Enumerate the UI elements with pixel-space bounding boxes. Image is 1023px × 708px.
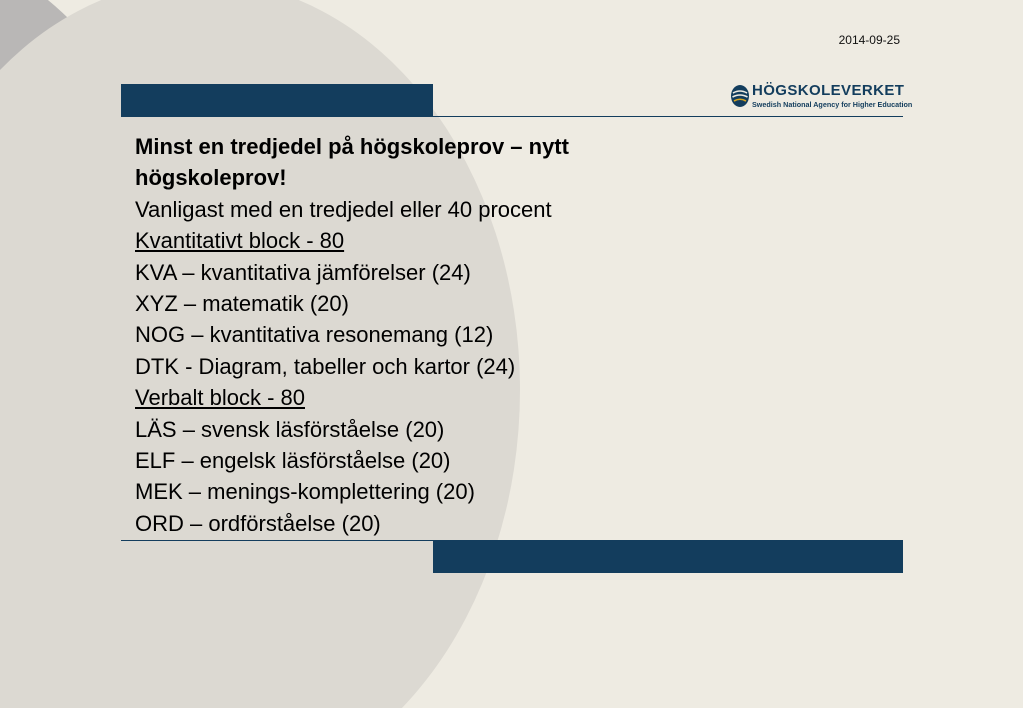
verbal-item: LÄS – svensk läsförståelse (20) xyxy=(135,416,445,442)
slide-title: Minst en tredjedel på högskoleprov – nytt högskoleprov! xyxy=(135,134,569,191)
slide-date: 2014-09-25 xyxy=(838,33,900,47)
header-rule xyxy=(121,116,903,117)
hogskoleverket-logo xyxy=(730,82,913,114)
quant-item: NOG – kvantitativa resonemang (12) xyxy=(135,322,494,348)
slide-subtitle: Vanligast med en tredjedel eller 40 procent xyxy=(135,196,552,222)
logo-name: HÖGSKOLEVERKET xyxy=(752,82,905,99)
logo-tagline: Swedish National Agency for Higher Education xyxy=(752,100,913,109)
verbal-block-heading: Verbalt block - 80 xyxy=(135,385,305,411)
quant-item: KVA – kvantitativa jämförelser (24) xyxy=(135,259,471,285)
hogskoleverket-emblem-icon xyxy=(730,84,750,108)
verbal-item: ORD – ordförståelse (20) xyxy=(135,510,381,536)
verbal-item: MEK – menings-komplettering (20) xyxy=(135,479,475,505)
footer-bar xyxy=(433,540,903,573)
slide-body xyxy=(135,131,755,539)
verbal-item: ELF – engelsk läsförståelse (20) xyxy=(135,448,451,474)
quant-item: DTK - Diagram, tabeller och kartor (24) xyxy=(135,353,516,379)
header-bar xyxy=(121,84,433,117)
quant-item: XYZ – matematik (20) xyxy=(135,291,349,317)
quant-block-heading: Kvantitativt block - 80 xyxy=(135,228,345,254)
